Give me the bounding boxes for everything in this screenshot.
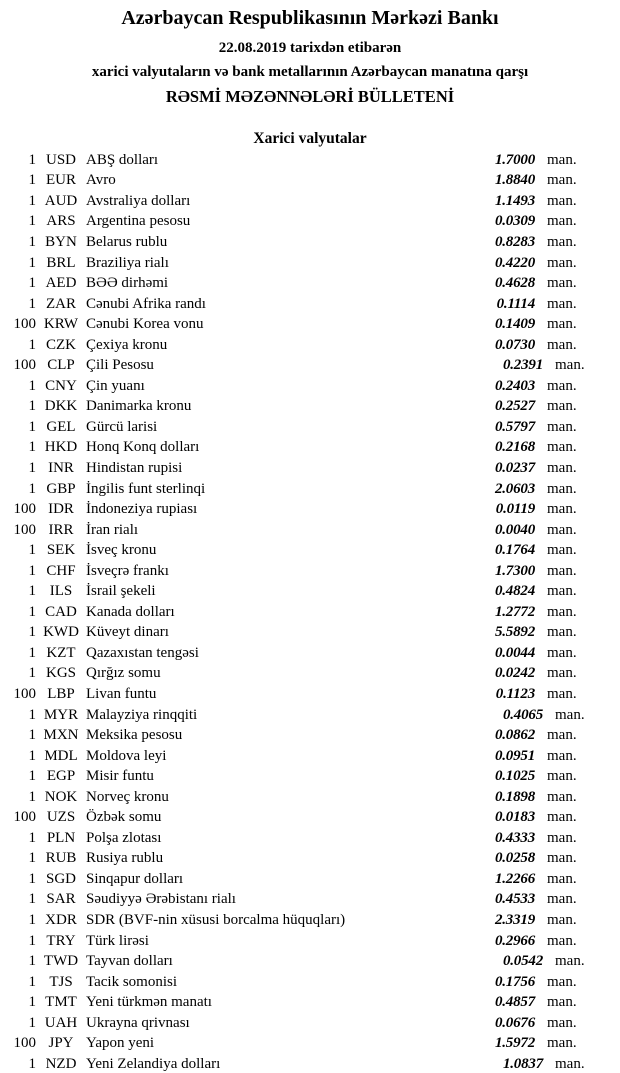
- row-unit-label: man.: [547, 973, 577, 990]
- row-currency-name: Cənubi Afrika randı: [86, 295, 206, 312]
- row-rate-value: 0.0542: [502, 953, 543, 970]
- row-rate-value: 0.0237: [494, 459, 535, 476]
- row-rate-value: 5.5892: [494, 624, 535, 641]
- row-currency-code: TJS: [49, 973, 73, 990]
- row-currency-code: TMT: [45, 994, 77, 1011]
- row-currency-name: Danimarka kronu: [86, 398, 192, 415]
- row-rate-value: 0.2403: [494, 377, 535, 394]
- row-quantity: 1: [28, 932, 36, 949]
- row-currency-code: GBP: [46, 480, 76, 497]
- row-rate-value: 0.0258: [494, 850, 535, 867]
- row-currency-code: SEK: [46, 542, 76, 559]
- currency-row: [0, 890, 620, 911]
- row-unit-label: man.: [547, 377, 577, 394]
- currency-row: [0, 150, 620, 171]
- currency-row: [0, 1013, 620, 1034]
- row-rate-value: 1.1493: [494, 192, 535, 209]
- row-quantity: 1: [28, 583, 36, 600]
- row-rate-value: 0.4533: [494, 891, 535, 908]
- row-quantity: 1: [28, 973, 36, 990]
- row-unit-label: man.: [547, 624, 577, 641]
- row-quantity: 1: [28, 870, 36, 887]
- row-currency-code: USD: [45, 151, 76, 168]
- row-currency-name: Norveç kronu: [86, 788, 169, 805]
- row-unit-label: man.: [547, 542, 577, 559]
- row-currency-name: İsveç kronu: [86, 542, 157, 559]
- row-unit-label: man.: [547, 562, 577, 579]
- row-unit-label: man.: [547, 891, 577, 908]
- row-unit-label: man.: [547, 870, 577, 887]
- row-currency-code: EUR: [46, 172, 76, 189]
- row-rate-value: 0.0183: [494, 809, 535, 826]
- row-currency-code: CNY: [45, 377, 77, 394]
- row-unit-label: man.: [547, 1014, 577, 1031]
- row-quantity: 1: [28, 706, 36, 723]
- row-quantity: 1: [28, 254, 36, 271]
- row-rate-value: 1.5972: [494, 1035, 535, 1052]
- row-quantity: 1: [28, 459, 36, 476]
- row-currency-name: İsveçrə frankı: [86, 562, 169, 579]
- currency-row: [0, 828, 620, 849]
- row-quantity: 1: [28, 912, 36, 928]
- row-currency-name: Hindistan rupisi: [86, 459, 183, 476]
- currency-row: [0, 458, 620, 479]
- row-currency-name: Braziliya rialı: [86, 254, 169, 271]
- row-currency-code: UZS: [46, 809, 76, 826]
- row-quantity: 100: [13, 521, 36, 538]
- row-unit-label: man.: [547, 768, 577, 785]
- row-currency-name: Yapon yeni: [86, 1035, 155, 1052]
- row-quantity: 1: [28, 747, 36, 764]
- row-currency-code: NOK: [44, 788, 78, 805]
- currency-row: [0, 479, 620, 500]
- row-rate-value: 0.2527: [494, 398, 535, 415]
- row-rate-value: 0.0040: [494, 521, 535, 538]
- row-quantity: 1: [28, 418, 36, 435]
- row-currency-code: ZAR: [46, 295, 76, 312]
- row-rate-value: 0.1123: [495, 685, 535, 702]
- row-unit-label: man.: [547, 501, 577, 518]
- row-currency-code: ILS: [49, 583, 73, 600]
- currency-row: [0, 294, 620, 315]
- row-currency-name: Kanada dolları: [86, 603, 175, 620]
- currency-row: [0, 992, 620, 1013]
- row-rate-value: 0.4857: [494, 994, 535, 1011]
- row-rate-value: 0.0044: [494, 644, 535, 661]
- row-rate-value: 0.5797: [494, 418, 535, 435]
- row-currency-name: İndoneziya rupiası: [86, 501, 198, 518]
- row-quantity: 1: [28, 213, 36, 230]
- row-rate-value: 0.0862: [494, 727, 535, 744]
- row-unit-label: man.: [547, 747, 577, 764]
- row-currency-name: Türk lirəsi: [86, 932, 149, 949]
- row-rate-value: 0.4065: [502, 706, 543, 723]
- row-quantity: 1: [28, 295, 36, 312]
- row-rate-value: 0.2966: [494, 932, 535, 949]
- currency-row: [0, 910, 620, 931]
- row-unit-label: man.: [547, 275, 577, 292]
- row-unit-label: man.: [547, 213, 577, 230]
- currency-row: [0, 951, 620, 972]
- row-unit-label: man.: [547, 192, 577, 209]
- row-currency-code: CHF: [46, 562, 76, 579]
- row-quantity: 1: [28, 192, 36, 209]
- row-rate-value: 0.4333: [494, 829, 535, 846]
- row-rate-value: 1.7000: [494, 151, 535, 168]
- row-quantity: 100: [13, 685, 36, 702]
- row-rate-value: 0.4220: [494, 254, 535, 271]
- row-rate-value: 1.7300: [494, 562, 535, 579]
- row-quantity: 100: [13, 809, 36, 826]
- row-rate-value: 1.0837: [502, 1055, 543, 1072]
- row-currency-code: NZD: [45, 1055, 77, 1072]
- row-quantity: 1: [28, 542, 36, 559]
- row-rate-value: 0.1898: [494, 788, 535, 805]
- row-currency-name: Meksika pesosu: [86, 727, 183, 744]
- row-unit-label: man.: [547, 398, 577, 415]
- currency-row: [0, 1034, 620, 1055]
- row-currency-code: DKK: [44, 398, 78, 415]
- row-currency-name: Cənubi Korea vonu: [86, 316, 204, 333]
- row-currency-code: TRY: [46, 932, 76, 949]
- row-quantity: 1: [28, 727, 36, 744]
- currency-row: [0, 499, 620, 520]
- row-currency-code: IRR: [48, 521, 74, 538]
- row-currency-name: Səudiyyə Ərəbistanı rialı: [86, 891, 236, 908]
- currency-row: [0, 972, 620, 993]
- currency-row: [0, 376, 620, 397]
- row-currency-name: Yeni Zelandiya dolları: [86, 1055, 221, 1072]
- row-quantity: 100: [13, 1035, 36, 1052]
- row-rate-value: 0.1764: [494, 542, 535, 559]
- row-quantity: 1: [28, 603, 36, 620]
- row-unit-label: man.: [547, 316, 577, 333]
- row-unit-label: man.: [547, 1035, 577, 1052]
- row-currency-name: Tayvan dolları: [86, 953, 173, 970]
- currency-row: [0, 869, 620, 890]
- row-rate-value: 0.0309: [494, 213, 535, 230]
- row-currency-code: GEL: [46, 418, 76, 435]
- row-quantity: 100: [13, 501, 36, 518]
- currency-row: [0, 581, 620, 602]
- row-currency-name: Avstraliya dolları: [86, 192, 191, 209]
- row-currency-code: AED: [45, 275, 77, 292]
- row-currency-name: Çexiya kronu: [86, 336, 168, 353]
- row-quantity: 1: [28, 562, 36, 579]
- currency-row: [0, 540, 620, 561]
- row-quantity: 1: [28, 398, 36, 415]
- row-unit-label: man.: [555, 1055, 585, 1072]
- row-unit-label: man.: [547, 788, 577, 805]
- row-currency-code: ARS: [46, 213, 76, 230]
- row-rate-value: 0.1409: [494, 316, 535, 333]
- currency-row: [0, 335, 620, 356]
- row-currency-name: Ukrayna qrivnası: [86, 1014, 190, 1031]
- row-quantity: 1: [28, 953, 36, 970]
- row-currency-name: Yeni türkmən manatı: [86, 994, 212, 1011]
- currency-row: [0, 253, 620, 274]
- row-unit-label: man.: [547, 521, 577, 538]
- row-currency-name: Malayziya rinqqiti: [86, 706, 198, 723]
- row-currency-code: MDL: [44, 747, 78, 764]
- currency-table: [0, 150, 620, 1073]
- row-unit-label: man.: [547, 336, 577, 353]
- document-header: [0, 0, 620, 108]
- row-unit-label: man.: [547, 583, 577, 600]
- currency-row: [0, 438, 620, 459]
- row-currency-code: XDR: [45, 912, 77, 928]
- row-currency-code: RUB: [45, 850, 77, 867]
- currency-row: [0, 520, 620, 541]
- row-currency-name: Özbək somu: [86, 809, 162, 826]
- currency-row: [0, 787, 620, 808]
- currency-row: [0, 417, 620, 438]
- row-currency-name: Moldova leyi: [86, 747, 167, 764]
- row-rate-value: 0.1025: [494, 768, 535, 785]
- row-quantity: 1: [28, 480, 36, 497]
- row-currency-code: SGD: [45, 870, 76, 887]
- row-currency-code: KZT: [46, 644, 76, 661]
- row-currency-name: İran rialı: [86, 521, 139, 538]
- row-currency-name: Honq Konq dolları: [86, 439, 200, 456]
- row-unit-label: man.: [547, 254, 577, 271]
- row-rate-value: 0.0242: [494, 665, 535, 682]
- row-unit-label: man.: [547, 850, 577, 867]
- row-quantity: 1: [28, 1055, 36, 1072]
- row-currency-code: JPY: [48, 1035, 74, 1052]
- row-currency-name: Gürcü larisi: [86, 418, 158, 435]
- row-currency-code: INR: [48, 459, 74, 476]
- currency-row: [0, 1054, 620, 1073]
- row-quantity: 1: [28, 768, 36, 785]
- currency-row: [0, 355, 620, 376]
- row-quantity: 1: [28, 891, 36, 908]
- row-rate-value: 1.2772: [494, 603, 535, 620]
- row-quantity: 1: [28, 644, 36, 661]
- row-currency-code: KRW: [43, 316, 79, 333]
- row-currency-name: Qazaxıstan tengəsi: [86, 644, 199, 661]
- currency-row: [0, 191, 620, 212]
- currency-row: [0, 931, 620, 952]
- section-title-foreign-currencies: Xarici valyutalar: [253, 130, 367, 147]
- row-quantity: 100: [13, 316, 36, 333]
- row-currency-name: Rusiya rublu: [86, 850, 164, 867]
- row-currency-name: Argentina pesosu: [86, 213, 191, 230]
- row-quantity: 1: [28, 788, 36, 805]
- row-rate-value: 2.0603: [494, 480, 535, 497]
- row-quantity: 1: [28, 994, 36, 1011]
- row-currency-name: İsrail şekeli: [86, 583, 156, 600]
- currency-row: [0, 232, 620, 253]
- row-rate-value: 0.8283: [494, 233, 535, 250]
- row-unit-label: man.: [547, 459, 577, 476]
- row-currency-code: IDR: [48, 501, 74, 518]
- row-quantity: 1: [28, 829, 36, 846]
- row-unit-label: man.: [547, 665, 577, 682]
- row-currency-name: ABŞ dolları: [86, 151, 159, 168]
- currency-row: [0, 849, 620, 870]
- row-currency-name: BƏƏ dirhəmi: [86, 275, 169, 292]
- row-currency-code: TWD: [43, 953, 79, 970]
- row-unit-label: man.: [547, 151, 577, 168]
- currency-row: [0, 643, 620, 664]
- row-currency-code: UAH: [44, 1014, 78, 1031]
- bank-title: Azərbaycan Respublikasının Mərkəzi Bankı: [121, 7, 499, 29]
- row-currency-code: HKD: [44, 439, 78, 456]
- row-quantity: 1: [28, 665, 36, 682]
- row-currency-name: Çili Pesosu: [86, 357, 154, 374]
- row-unit-label: man.: [547, 685, 577, 702]
- currency-row: [0, 664, 620, 685]
- row-quantity: 1: [28, 377, 36, 394]
- row-quantity: 100: [13, 357, 36, 374]
- document-subtitle: xarici valyutaların və bank metallarının Azərbaycan manatına qarşı: [91, 64, 529, 80]
- effective-date-line: 22.08.2019 tarixdən etibarən: [218, 40, 402, 56]
- currency-row: [0, 808, 620, 829]
- row-currency-name: Qırğız somu: [86, 665, 161, 682]
- row-quantity: 1: [28, 275, 36, 292]
- row-quantity: 1: [28, 336, 36, 353]
- row-currency-name: İngilis funt sterlinqi: [86, 480, 206, 497]
- row-currency-code: LBP: [47, 685, 75, 702]
- row-quantity: 1: [28, 233, 36, 250]
- row-rate-value: 0.2168: [494, 439, 535, 456]
- currency-row: [0, 705, 620, 726]
- currency-row: [0, 212, 620, 233]
- currency-row: [0, 397, 620, 418]
- currency-row: [0, 684, 620, 705]
- row-rate-value: 0.4628: [494, 275, 535, 292]
- row-unit-label: man.: [547, 480, 577, 497]
- row-currency-code: MXN: [43, 727, 79, 744]
- row-currency-name: Çin yuanı: [86, 377, 145, 394]
- row-currency-code: PLN: [46, 829, 76, 846]
- row-rate-value: 0.2391: [502, 357, 543, 374]
- row-unit-label: man.: [547, 644, 577, 661]
- currency-row: [0, 171, 620, 192]
- row-quantity: 1: [28, 850, 36, 867]
- row-currency-code: CAD: [45, 603, 77, 620]
- row-currency-code: BRL: [46, 254, 76, 271]
- currency-row: [0, 623, 620, 644]
- row-currency-name: Misir funtu: [86, 768, 154, 785]
- row-rate-value: 0.0676: [494, 1014, 535, 1031]
- row-unit-label: man.: [547, 233, 577, 250]
- currency-row: [0, 273, 620, 294]
- currency-row: [0, 766, 620, 787]
- row-rate-value: 0.0730: [494, 336, 535, 353]
- row-currency-code: EGP: [46, 768, 76, 785]
- row-unit-label: man.: [547, 932, 577, 949]
- row-unit-label: man.: [555, 357, 585, 374]
- row-unit-label: man.: [547, 418, 577, 435]
- row-currency-name: Küveyt dinarı: [86, 624, 169, 641]
- row-currency-code: KGS: [45, 665, 76, 682]
- row-currency-code: AUD: [44, 192, 78, 209]
- row-unit-label: man.: [547, 912, 577, 928]
- row-currency-name: Livan funtu: [86, 685, 157, 702]
- row-currency-name: Sinqapur dolları: [86, 870, 184, 887]
- row-unit-label: man.: [547, 439, 577, 456]
- row-unit-label: man.: [547, 829, 577, 846]
- row-quantity: 1: [28, 624, 36, 641]
- row-currency-code: CZK: [46, 336, 76, 353]
- row-currency-name: Belarus rublu: [86, 233, 168, 250]
- currency-row: [0, 725, 620, 746]
- row-rate-value: 0.4824: [494, 583, 535, 600]
- row-unit-label: man.: [547, 603, 577, 620]
- row-unit-label: man.: [547, 295, 577, 312]
- row-currency-code: KWD: [43, 624, 79, 641]
- row-quantity: 1: [28, 1014, 36, 1031]
- row-currency-name: Tacik somonisi: [86, 973, 178, 990]
- row-rate-value: 2.3319: [494, 912, 535, 928]
- row-currency-name: SDR (BVF-nin xüsusi borcalma hüquqları): [86, 912, 346, 928]
- row-quantity: 1: [28, 151, 36, 168]
- row-rate-value: 0.0951: [494, 747, 535, 764]
- row-currency-code: SAR: [46, 891, 76, 908]
- row-currency-code: CLP: [47, 357, 75, 374]
- row-currency-code: BYN: [45, 233, 77, 250]
- currency-row: [0, 314, 620, 335]
- row-currency-name: Avro: [86, 172, 116, 189]
- row-unit-label: man.: [547, 172, 577, 189]
- row-unit-label: man.: [547, 809, 577, 826]
- row-rate-value: 1.8840: [494, 172, 535, 189]
- row-quantity: 1: [28, 172, 36, 189]
- row-rate-value: 0.1114: [496, 295, 535, 312]
- row-rate-value: 0.1756: [494, 973, 535, 990]
- row-unit-label: man.: [555, 953, 585, 970]
- row-rate-value: 0.0119: [495, 501, 535, 518]
- row-rate-value: 1.2266: [494, 870, 535, 887]
- currency-row: [0, 561, 620, 582]
- row-unit-label: man.: [555, 706, 585, 723]
- bulletin-title: RƏSMİ MƏZƏNNƏLƏRİ BÜLLETENİ: [165, 87, 455, 106]
- currency-row: [0, 746, 620, 767]
- row-unit-label: man.: [547, 727, 577, 744]
- row-currency-code: MYR: [43, 706, 79, 723]
- currency-row: [0, 602, 620, 623]
- row-unit-label: man.: [547, 994, 577, 1011]
- row-quantity: 1: [28, 439, 36, 456]
- row-currency-name: Polşa zlotası: [86, 829, 162, 846]
